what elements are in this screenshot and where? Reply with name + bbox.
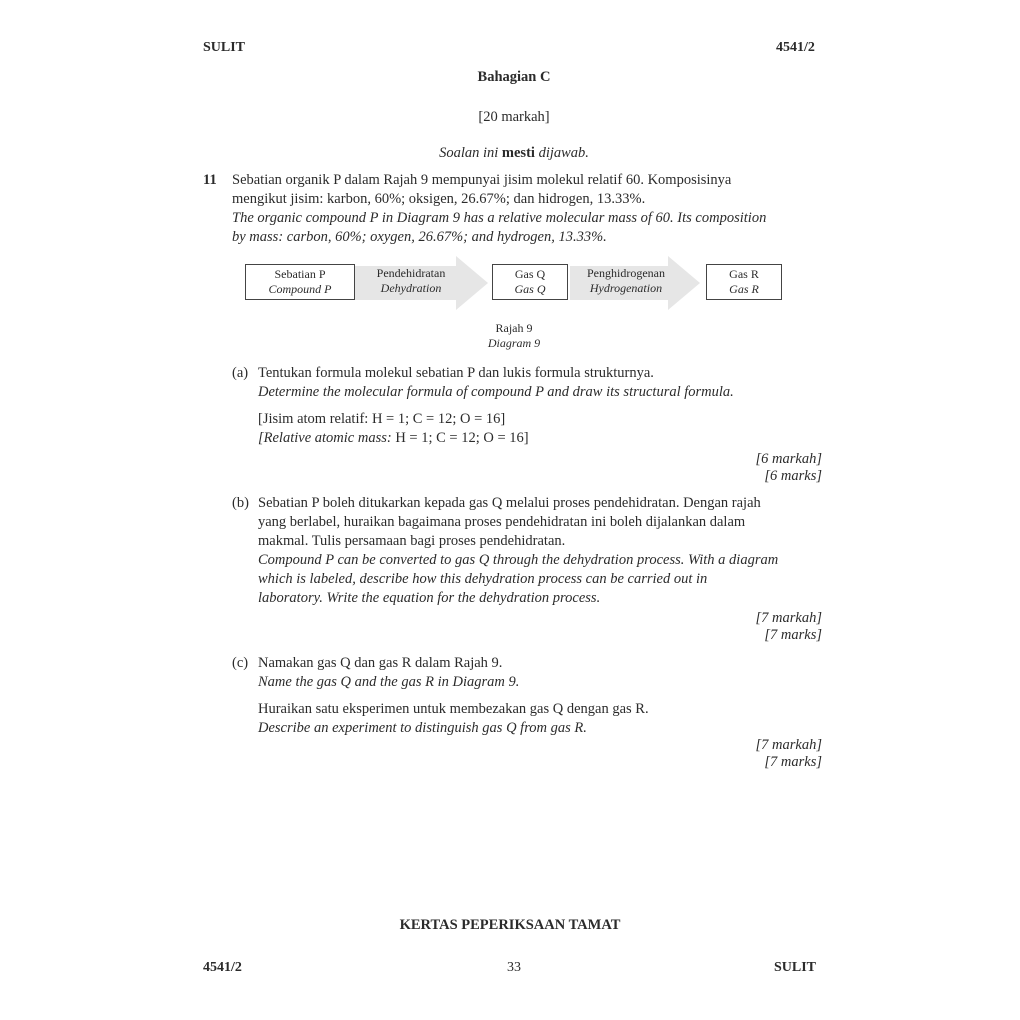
header-left: SULIT (203, 40, 246, 55)
arrow1-en: Dehydration (380, 281, 442, 295)
box-p-en: Compound P (268, 282, 332, 296)
intro-en-1: The organic compound P in Diagram 9 has a relative molecular mass of 60. Its composition (232, 210, 767, 226)
question-number: 11 (203, 172, 217, 188)
part-b-ms-3: makmal. Tulis persamaan bagi proses pendehidratan. (258, 533, 566, 549)
part-c-marks-en: [7 marks] (764, 754, 822, 770)
page-number: 33 (507, 960, 521, 975)
part-a-ram-ms: [Jisim atom relatif: H = 1; C = 12; O = 16] (258, 411, 506, 427)
box-gas-r (706, 264, 782, 300)
part-a-label: (a) (232, 365, 249, 381)
box-q-ms: Gas Q (514, 267, 546, 281)
part-c-ms-2: Huraikan satu eksperimen untuk membezakan gas Q dengan gas R. (258, 701, 649, 717)
part-a-en: Determine the molecular formula of compound P and draw its structural formula. (258, 384, 734, 400)
arrow1-ms: Pendehidratan (376, 266, 446, 280)
box-p-ms: Sebatian P (274, 267, 326, 281)
diagram-caption (0, 321, 1020, 351)
box-gas-q (492, 264, 568, 300)
intro-en-2: by mass: carbon, 60%; oxygen, 26.67%; and hydrogen, 13.33%. (232, 229, 607, 245)
intro-ms-1: Sebatian organik P dalam Rajah 9 mempunyai jisim molekul relatif 60. Komposisinya (232, 172, 732, 188)
part-a-ms: Tentukan formula molekul sebatian P dan lukis formula strukturnya. (258, 365, 654, 381)
box-compound-p (245, 264, 355, 300)
part-c-en-2: Describe an experiment to distinguish gas Q from gas R. (258, 720, 587, 736)
part-a-marks-ms: [6 markah] (755, 451, 822, 467)
box-r-ms: Gas R (729, 267, 759, 281)
part-c-label: (c) (232, 655, 249, 671)
part-b-en-3: laboratory. Write the equation for the dehydration process. (258, 590, 601, 606)
arrow2-ms: Penghidrogenan (587, 266, 665, 280)
header-right: 4541/2 (776, 40, 815, 55)
part-c-marks-ms: [7 markah] (755, 737, 822, 753)
end-of-paper: KERTAS PEPERIKSAAN TAMAT (399, 917, 621, 933)
section-title: Bahagian C (477, 69, 551, 85)
part-a-marks-en: [6 marks] (764, 468, 822, 484)
caption-en: Diagram 9 (487, 336, 541, 350)
footer-left: 4541/2 (203, 960, 242, 975)
box-r-en: Gas R (729, 282, 759, 296)
part-b-ms-1: Sebatian P boleh ditukarkan kepada gas Q melalui proses pendehidratan. Dengan rajah (258, 495, 761, 511)
part-c-en-1: Name the gas Q and the gas R in Diagram 9. (258, 674, 520, 690)
instruction-bold: mesti (501, 145, 535, 161)
intro-ms-2: mengikut jisim: karbon, 60%; oksigen, 26.67%; dan hidrogen, 13.33%. (232, 191, 646, 207)
part-a-ram-en (258, 429, 529, 449)
footer-right: SULIT (774, 960, 817, 975)
part-b-en-1: Compound P can be converted to gas Q through the dehydration process. With a diagram (258, 552, 779, 568)
instruction-pre: Soalan ini (439, 145, 499, 161)
part-b-marks-ms: [7 markah] (755, 610, 822, 626)
part-b-marks-en: [7 marks] (764, 627, 822, 643)
part-b-en-2: which is labeled, describe how this dehydration process can be carried out in (258, 571, 708, 587)
section-instruction (0, 144, 1020, 164)
part-c-ms-1: Namakan gas Q dan gas R dalam Rajah 9. (258, 655, 503, 671)
ram-en-post: H = 1; C = 12; O = 16] (395, 430, 529, 446)
ram-en-pre: [Relative atomic mass: (258, 430, 392, 446)
box-q-en: Gas Q (514, 282, 546, 296)
caption-ms: Rajah 9 (495, 321, 533, 335)
part-b-ms-2: yang berlabel, huraikan bagaimana proses pendehidratan ini boleh dijalankan dalam (258, 514, 746, 530)
instruction-post: dijawab. (538, 145, 589, 161)
part-b-label: (b) (232, 495, 249, 511)
arrow-hydrogenation-label (574, 266, 678, 296)
arrow2-en: Hydrogenation (589, 281, 663, 295)
arrow-dehydration-label (360, 266, 462, 296)
section-marks: [20 markah] (478, 109, 550, 125)
